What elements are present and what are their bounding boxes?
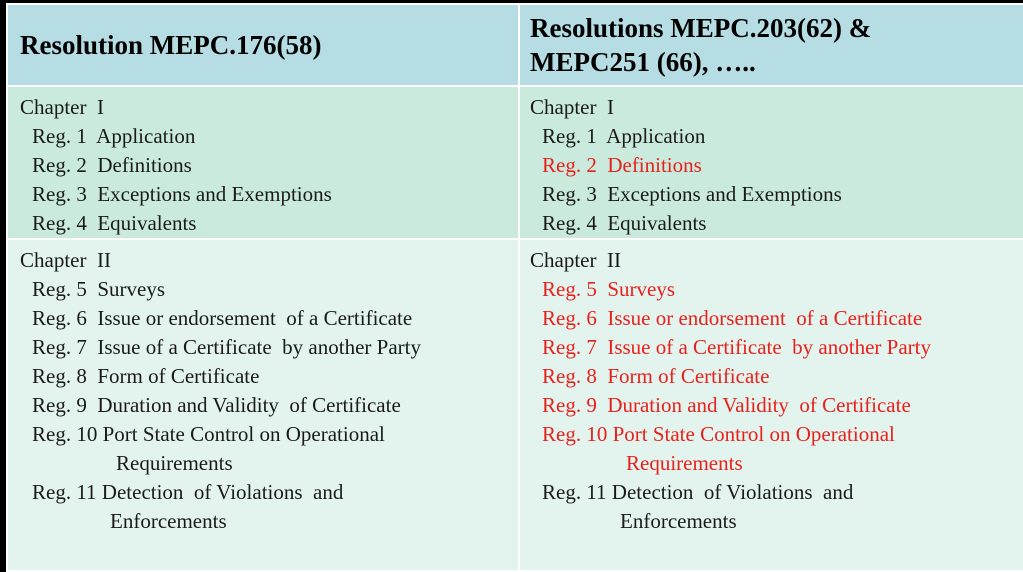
chapter2-row: [7, 239, 1023, 571]
reg-item-amended: Reg. 5 Surveys: [542, 277, 675, 301]
header-right: [519, 4, 1023, 86]
reg-item-amended: Reg. 2 Definitions: [542, 153, 702, 177]
chapter-title: Chapter II: [530, 248, 621, 272]
reg-item: Reg. 10 Port State Control on Operational: [32, 422, 385, 446]
header-right-title-line1: Resolutions MEPC.203(62) &: [530, 13, 872, 43]
reg-item: Reg. 3 Exceptions and Exemptions: [32, 182, 332, 206]
reg-item: Reg. 11 Detection of Violations and: [542, 480, 854, 504]
reg-item-continuation: Requirements: [116, 451, 233, 475]
reg-item-amended: Reg. 10 Port State Control on Operational: [542, 422, 895, 446]
chapter1-row: [7, 86, 1023, 239]
comparison-table: [6, 3, 1023, 572]
reg-item-amended: Reg. 9 Duration and Validity of Certificate: [542, 393, 911, 417]
reg-item: Reg. 1 Application: [542, 124, 706, 148]
reg-item: Reg. 4 Equivalents: [542, 211, 707, 235]
reg-item: Reg. 6 Issue or endorsement of a Certificate: [32, 306, 413, 330]
reg-item: Reg. 2 Definitions: [32, 153, 192, 177]
reg-item-continuation: Enforcements: [110, 509, 227, 533]
left-chapter1-cell: [7, 86, 519, 239]
reg-item: Reg. 5 Surveys: [32, 277, 165, 301]
right-chapter1-cell: [519, 86, 1023, 239]
reg-item: Reg. 4 Equivalents: [32, 211, 197, 235]
reg-item-amended-continuation: Requirements: [626, 451, 743, 475]
reg-item: Reg. 11 Detection of Violations and: [32, 480, 344, 504]
header-row: [7, 4, 1023, 86]
header-left-title: Resolution MEPC.176(58): [20, 29, 322, 60]
reg-item: Reg. 8 Form of Certificate: [32, 364, 260, 388]
right-chapter2-cell: [519, 239, 1023, 571]
reg-item-amended: Reg. 8 Form of Certificate: [542, 364, 770, 388]
chapter-title: Chapter I: [530, 95, 614, 119]
reg-item: Reg. 1 Application: [32, 124, 196, 148]
reg-item: Reg. 9 Duration and Validity of Certificate: [32, 393, 401, 417]
slide: [6, 3, 1023, 571]
reg-item-amended: Reg. 7 Issue of a Certificate by another Party: [542, 335, 931, 359]
reg-item-continuation: Enforcements: [620, 509, 737, 533]
reg-item-amended: Reg. 6 Issue or endorsement of a Certificate: [542, 306, 923, 330]
chapter-title: Chapter I: [20, 95, 104, 119]
chapter-title: Chapter II: [20, 248, 111, 272]
reg-item: Reg. 7 Issue of a Certificate by another Party: [32, 335, 421, 359]
reg-item: Reg. 3 Exceptions and Exemptions: [542, 182, 842, 206]
left-chapter2-cell: [7, 239, 519, 571]
header-right-title-line2: MEPC251 (66), …..: [530, 47, 756, 77]
header-left: [7, 4, 519, 86]
